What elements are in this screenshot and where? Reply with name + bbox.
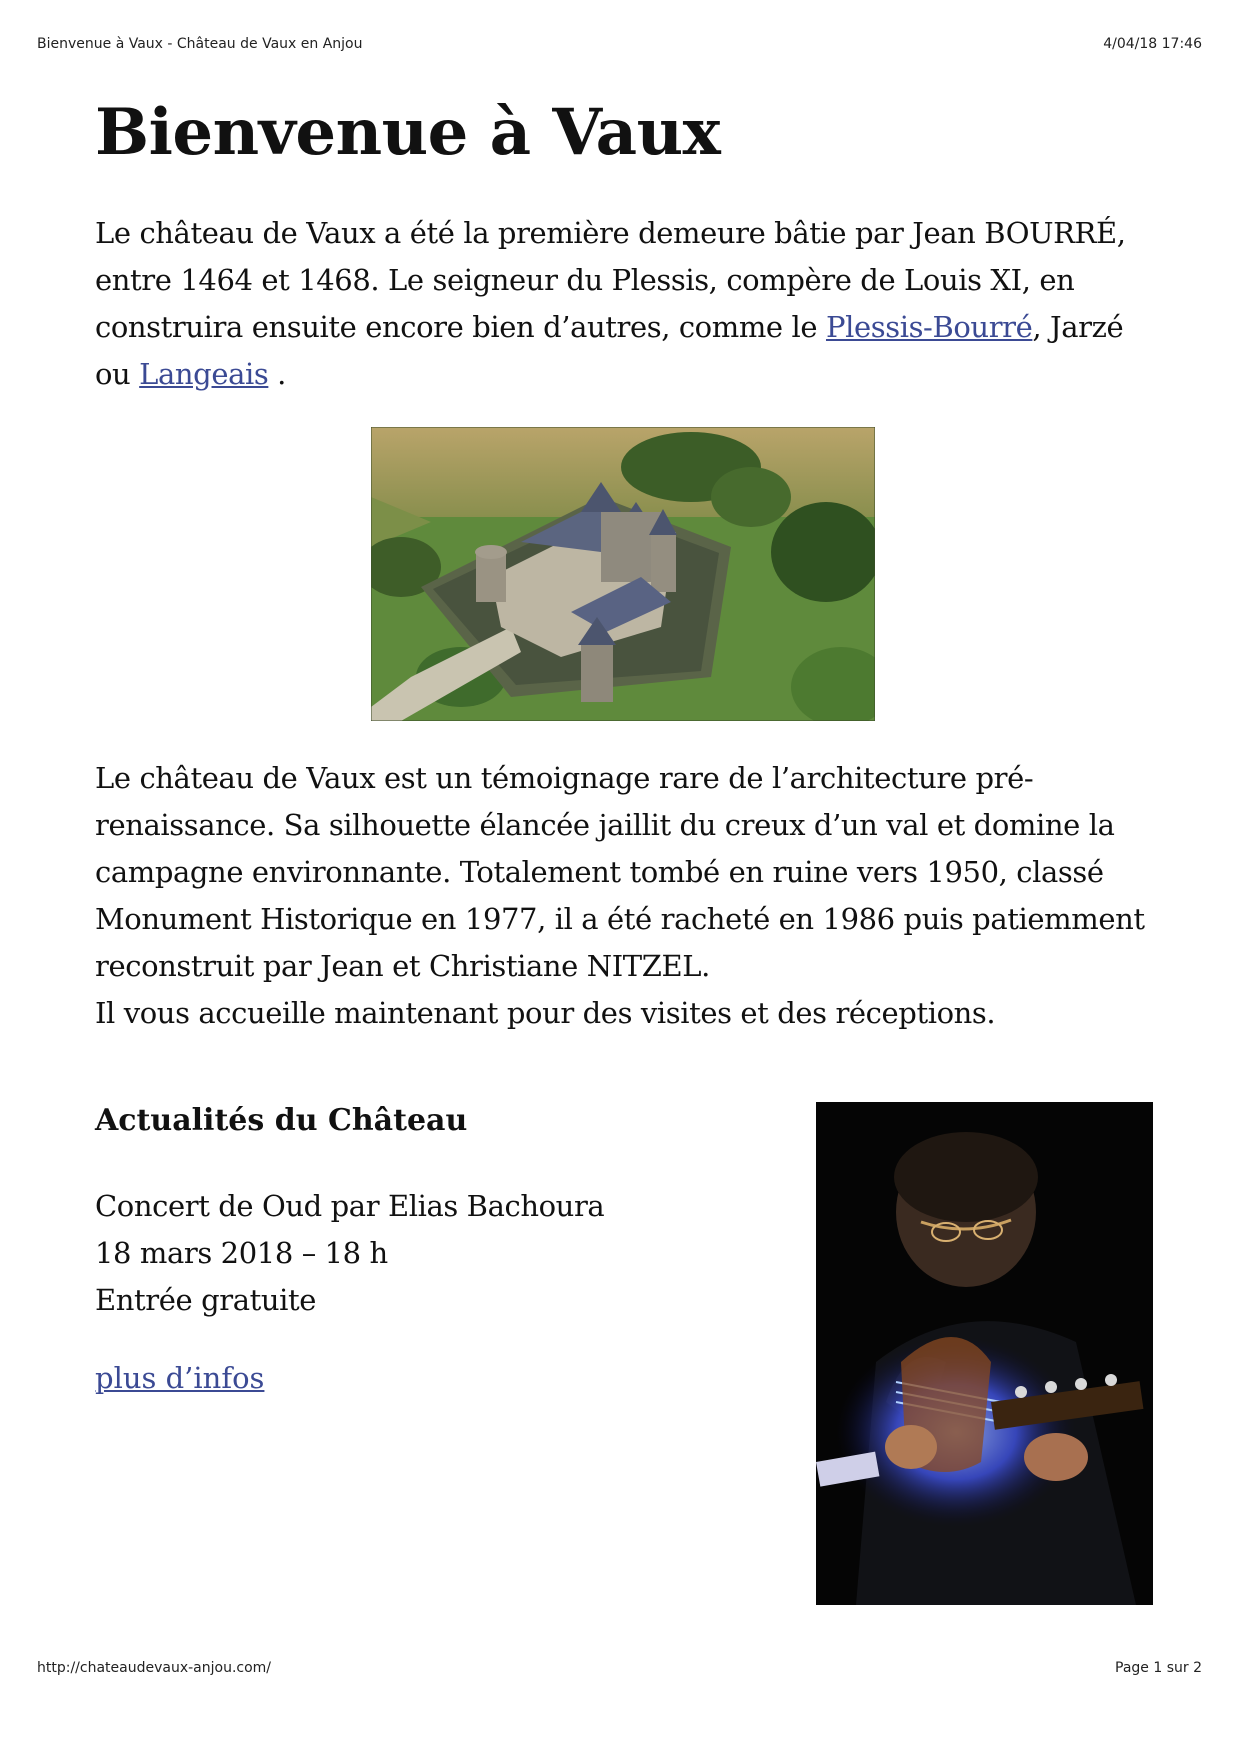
page-title: Bienvenue à Vaux bbox=[95, 95, 721, 170]
print-page-title: Bienvenue à Vaux - Château de Vaux en Anjou bbox=[37, 36, 363, 52]
more-info-link[interactable]: plus d’infos bbox=[95, 1361, 265, 1395]
intro-text-end: . bbox=[268, 357, 286, 391]
description-text-last: Il vous accueille maintenant pour des visites et des réceptions. bbox=[95, 996, 996, 1030]
event-title: Concert de Oud par Elias Bachoura bbox=[95, 1189, 605, 1223]
event-price: Entrée gratuite bbox=[95, 1283, 317, 1317]
intro-text-middle: , Jarzé ou bbox=[95, 310, 1124, 391]
musician-photo bbox=[816, 1102, 1153, 1605]
description-paragraph bbox=[95, 755, 1155, 1037]
print-footer bbox=[37, 1660, 1202, 1676]
langeais-link[interactable]: Langeais bbox=[139, 357, 269, 391]
print-datetime: 4/04/18 17:46 bbox=[1103, 36, 1202, 52]
page-number: Page 1 sur 2 bbox=[1115, 1660, 1202, 1676]
chateau-aerial-photo bbox=[371, 427, 875, 721]
plessis-bourre-link[interactable]: Plessis-Bourré bbox=[825, 310, 1033, 344]
page-url: http://chateaudevaux-anjou.com/ bbox=[37, 1660, 272, 1676]
intro-text: Le château de Vaux a été la première demeure bâtie par Jean BOURRÉ, entre 1464 et 1468. Le seigneur du Plessis, compère de Louis XI, en construira ensuite encore bien d’autres, comme le bbox=[95, 216, 1126, 344]
news-heading: Actualités du Château bbox=[95, 1103, 468, 1138]
event-details bbox=[95, 1183, 604, 1324]
description-text: Le château de Vaux est un témoignage rare de l’architecture pré-renaissance. Sa silhouette élancée jaillit du creux d’un val et domine la campagne environnante. Totalement tombé en ruine vers 1950, classé Monument Historique en 1977, il a été racheté en 1986 puis patiemment reconstruit par Jean et Christiane NITZEL. bbox=[95, 761, 1145, 983]
intro-paragraph bbox=[95, 210, 1155, 398]
print-header bbox=[37, 36, 1202, 52]
event-date: 18 mars 2018 – 18 h bbox=[95, 1236, 388, 1270]
